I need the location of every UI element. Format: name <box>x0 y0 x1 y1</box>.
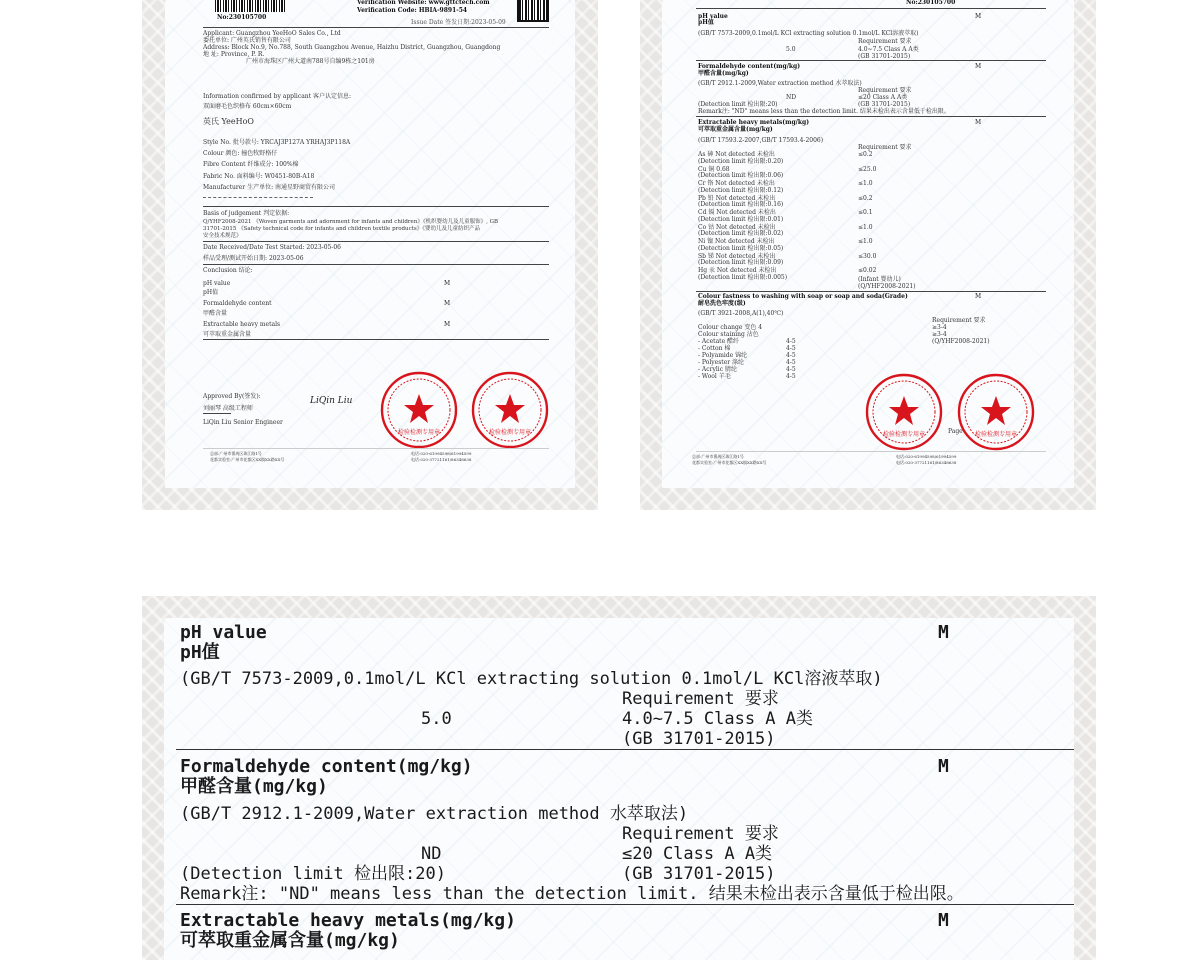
basis-heading: Basis of judgement 判定依据: <box>203 210 290 217</box>
stain-fibre: - Wool 羊毛 <box>698 373 731 380</box>
divider <box>203 197 313 198</box>
metal-name: Hg 汞 Not detected 未检出 <box>698 267 777 274</box>
fibre-content: Fibre Content 纤维成分: 100%棉 <box>203 161 299 168</box>
divider <box>203 339 549 340</box>
metal-name: Cr 铬 Not detected 未检出 <box>698 180 775 187</box>
heavy-metals-title-cn: 可萃取重金属含量(mg/kg) <box>180 930 400 951</box>
metal-requirement: ≤0.2 <box>858 151 873 158</box>
metal-detection-limit: (Detection limit 检出限:0.16) <box>698 201 784 208</box>
stain-grade: 4-5 <box>786 338 796 345</box>
applicant: Applicant: Guangzhou YeeHoO Sales Co., Ltd <box>203 30 341 37</box>
divider <box>203 241 549 242</box>
conclusion-ph-cn: pH值 <box>203 289 219 296</box>
heavy-req-note-1: (Infant 婴幼儿) <box>858 276 901 283</box>
ph-requirement-3: (GB 31701-2015) <box>622 729 776 749</box>
divider <box>176 904 1074 905</box>
formaldehyde-mark: M <box>975 63 982 70</box>
stain-grade: 4-5 <box>786 373 796 380</box>
formaldehyde-result: ND <box>421 844 442 864</box>
ph-result: 5.0 <box>786 46 796 53</box>
ph-title-cn: pH值 <box>180 642 220 663</box>
divider <box>203 264 549 265</box>
metal-requirement: ≤25.0 <box>858 165 877 173</box>
colour-change: Colour change 变色 4 <box>698 324 763 331</box>
ph-mark: M <box>938 622 949 643</box>
footer-phone-2: 电话:020-37721161/86348638 <box>411 457 472 462</box>
metal-detection-limit: (Detection limit 检出限:0.09) <box>698 259 784 266</box>
colour-requirement-1: Requirement 要求 <box>932 317 986 324</box>
ph-requirement-1: Requirement 要求 <box>858 38 912 45</box>
conclusion-form-cn: 甲醛含量 <box>203 310 228 317</box>
formaldehyde-requirement-2: ≤20 Class A A类 <box>622 844 773 864</box>
metal-requirement: ≤1.0 <box>858 238 873 245</box>
page-label: Page <box>948 428 963 435</box>
footer-address-2: 花都实验室:广州市花都区XX镇XX路XX号 <box>210 457 285 462</box>
metal-detection-limit: (Detection limit 检出限:0.20) <box>698 157 784 165</box>
stain-fibre: - Acrylic 腈纶 <box>698 366 737 373</box>
ph-mark: M <box>975 13 982 20</box>
conclusion-heavy-cn: 可萃取重金属含量 <box>203 331 252 338</box>
formaldehyde-title-en: Formaldehyde content(mg/kg) <box>698 63 801 70</box>
colour: Colour 颜色: 撞色牧野格仔 <box>203 150 278 157</box>
formaldehyde-mark: M <box>938 756 949 777</box>
footer-address-2: 花都实验室:广州市花都区XX镇XX路XX号 <box>692 460 767 465</box>
seal-stamp <box>956 372 1036 452</box>
heavy-metals-method: (GB/T 17593.2-2007,GB/T 17593.4-2006) <box>698 137 824 144</box>
conclusion-heavy-en: Extractable heavy metals <box>203 321 281 328</box>
verification-code: Verification Code: HBIA-9891-54 <box>357 7 468 14</box>
footer-phone-1: 电话:020-61994598/61994599 <box>411 451 472 456</box>
divider <box>696 8 1046 9</box>
conclusion-ph-mark: M <box>444 280 451 287</box>
colour-requirement-2: ≥3-4 <box>932 324 947 331</box>
footer-phone-2: 电话:020-37721161/86348638 <box>896 460 957 465</box>
metal-name: As 砷 Not detected 未检出 <box>698 151 775 158</box>
product-name: 双面磨毛色织格布 60cm×60cm <box>203 103 292 110</box>
conclusion-form-mark: M <box>444 300 451 307</box>
divider <box>203 27 549 28</box>
colour-fastness-title-en: Colour fastness to washing with soap or soap and soda(Grade) <box>698 293 908 300</box>
formaldehyde-method: (GB/T 2912.1-2009,Water extraction method 水萃取法) <box>180 804 689 824</box>
heavy-metals-title-en: Extractable heavy metals(mg/kg) <box>180 910 516 931</box>
formaldehyde-requirement-1: Requirement 要求 <box>622 824 779 844</box>
heavy-metals-title-en: Extractable heavy metals(mg/kg) <box>698 119 810 126</box>
seal-text: 检验检测专用章 <box>488 429 532 436</box>
seal-stamp <box>864 372 944 452</box>
metal-detection-limit: (Detection limit 检出限:0.01) <box>698 215 784 223</box>
address: Address: Block No.9, No.788, South Guangzhou Avenue, Haizhu District, Guangzhou, Guangdong <box>203 44 501 51</box>
formaldehyde-requirement-3: (GB 31701-2015) <box>858 101 911 108</box>
seal-text: 检验检测专用章 <box>397 429 441 436</box>
colour-fastness-title-cn: 耐皂洗色牢度(级) <box>698 300 746 307</box>
metal-detection-limit: (Detection limit 检出限:0.12) <box>698 186 784 194</box>
divider <box>696 60 1046 61</box>
ph-requirement-3: (GB 31701-2015) <box>858 53 911 60</box>
report-page-1 <box>142 0 598 510</box>
formaldehyde-method: (GB/T 2912.1-2009,Water extraction method 水萃取法) <box>698 80 862 87</box>
metal-requirement: ≤1.0 <box>858 180 873 187</box>
barcode <box>215 0 285 12</box>
ph-title-en: pH value <box>180 622 267 643</box>
ph-method: (GB/T 7573-2009,0.1mol/L KCl extracting solution 0.1mol/L KCl溶液萃取) <box>698 30 919 37</box>
heavy-metals-requirement: Requirement 要求 <box>858 144 912 151</box>
zoomed-paper <box>164 618 1074 960</box>
formaldehyde-title-cn: 甲醛含量(mg/kg) <box>698 70 749 77</box>
metal-name: Pb 铅 Not detected 未检出 <box>698 194 776 202</box>
metal-requirement: ≤0.1 <box>858 209 873 216</box>
metal-name: Sb 锑 Not detected 未检出 <box>698 252 776 260</box>
heavy-metals-mark: M <box>938 910 949 931</box>
style-number: Style No. 批号款号: YRCAJ3P127A YRHAJ3P118A <box>203 139 351 146</box>
page-2-paper <box>662 0 1074 488</box>
verification-website: Verification Website: www.gttctech.com <box>357 0 490 6</box>
remark: Remark注: "ND" means less than the detection limit. 结果未检出表示含量低于检出限。 <box>698 108 950 115</box>
address-cn-2: 广州市海珠区广州大道南788号自编9栋之101房 <box>246 58 375 65</box>
basis-line-2: 31701-2015 《Safety technical code for infants and children textile products》《婴幼儿及儿童纺织产品 <box>203 226 480 232</box>
ph-requirement-2: 4.0~7.5 Class A A类 <box>858 46 919 53</box>
report-page-2 <box>640 0 1096 510</box>
divider <box>203 206 549 207</box>
formaldehyde-limit: (Detection limit 检出限:20) <box>698 101 778 108</box>
stain-fibre: - Polyamide 锦纶 <box>698 352 748 359</box>
formaldehyde-requirement-1: Requirement 要求 <box>858 87 912 94</box>
ph-method: (GB/T 7573-2009,0.1mol/L KCl extracting solution 0.1mol/L KCl溶液萃取) <box>180 669 883 689</box>
date-received: Date Received/Date Test Started: 2023-05-06 <box>203 244 341 251</box>
conclusion-form-en: Formaldehyde content <box>203 300 272 307</box>
divider <box>696 291 1046 292</box>
colour-requirement-4: (Q/YHF2008-2021) <box>932 338 990 345</box>
metal-name: Cd 镉 Not detected 未检出 <box>698 209 776 216</box>
footer-phone-1: 电话:020-61994598/61994599 <box>896 454 957 459</box>
stain-fibre: - Polyester 涤纶 <box>698 359 745 366</box>
metal-requirement: ≤30.0 <box>858 252 877 260</box>
metal-name: Ni 镍 Not detected 未检出 <box>698 238 775 245</box>
address-cn: 地 址: Province, P. R. <box>203 51 265 58</box>
formaldehyde-requirement-2: ≤20 Class A A类 <box>858 94 908 101</box>
approver-en: LiQin Liu Senior Engineer <box>203 419 283 426</box>
seal-text: 检验检测专用章 <box>882 431 926 438</box>
metal-detection-limit: (Detection limit 检出限:0.06) <box>698 172 784 179</box>
metal-requirement: ≤0.02 <box>858 267 877 274</box>
brand-logo: 英氏 YeeHoO <box>203 117 254 126</box>
metal-requirement: ≤0.2 <box>858 194 873 202</box>
metal-detection-limit: (Detection limit 检出限:0.02) <box>698 230 784 237</box>
basis-line-3: 安全技术规范》 <box>203 233 242 239</box>
basis-line-1: Q/YHF2008-2021 《Woven garments and adornment for infants and children》《机织婴幼儿及儿童服饰》, GB <box>203 219 499 225</box>
colour-staining: Colour staining 沾色 <box>698 331 759 338</box>
heavy-metals-title-cn: 可萃取重金属含量(mg/kg) <box>698 126 773 133</box>
signature: LiQin Liu <box>310 396 353 406</box>
metal-requirement: ≤1.0 <box>858 223 873 231</box>
signature-line <box>203 413 231 414</box>
footer-address-1: 总部:广州市番禺区珠江路1号 <box>692 454 744 459</box>
metal-name: Co 钴 Not detected 未检出 <box>698 223 776 231</box>
metal-detection-limit: (Detection limit 检出限:0.05) <box>698 244 784 252</box>
ph-requirement-1: Requirement 要求 <box>622 689 779 709</box>
stain-grade: 4-5 <box>786 366 796 373</box>
remark: Remark注: "ND" means less than the detection limit. 结果未检出表示含量低于检出限。 <box>180 884 964 904</box>
info-heading: Information confirmed by applicant 客户认定信息: <box>203 93 351 100</box>
issue-date: Issue Date 签发日期:2023-05-09 <box>411 19 506 26</box>
heavy-metals-mark: M <box>975 119 982 126</box>
zoomed-detail <box>142 596 1096 960</box>
conclusion-ph-en: pH value <box>203 280 231 287</box>
heavy-req-note-2: (Q/YHF2008-2021) <box>858 283 916 290</box>
conclusion-heavy-mark: M <box>444 321 451 328</box>
conclusion-heading: Conclusion 结论: <box>203 267 253 274</box>
divider <box>176 749 1074 750</box>
approver-cn: 刘丽琴 高级工程师 <box>203 405 253 412</box>
date-received-cn: 样品受理/测试开始日期: 2023-05-06 <box>203 255 304 262</box>
ph-title-en: pH value <box>698 13 728 20</box>
stain-grade: 4-5 <box>786 359 796 366</box>
report-number: No:230105700 <box>906 0 956 6</box>
seal-text: 检验检测专用章 <box>974 431 1018 438</box>
fabric-number: Fabric No. 面料编号: W0451-80B-A18 <box>203 173 315 180</box>
formaldehyde-result: ND <box>786 94 797 101</box>
formaldehyde-title-cn: 甲醛含量(mg/kg) <box>180 776 328 797</box>
formaldehyde-title-en: Formaldehyde content(mg/kg) <box>180 756 473 777</box>
colour-fastness-mark: M <box>975 293 982 300</box>
ph-requirement-2: 4.0~7.5 Class A A类 <box>622 709 813 729</box>
divider <box>696 116 1046 117</box>
stain-fibre: - Acetate 醋纤 <box>698 338 740 345</box>
report-number: No:230105700 <box>217 14 267 21</box>
colour-requirement-3: ≥3-4 <box>932 331 947 338</box>
qr-code-icon <box>517 0 549 22</box>
stain-grade: 4-5 <box>786 345 796 352</box>
applicant-cn: 委托单位: 广州英氏销售有限公司 <box>203 37 291 44</box>
metal-name: Cu 铜 0.68 <box>698 165 730 173</box>
page-1-paper <box>165 0 575 488</box>
stain-grade: 4-5 <box>786 352 796 359</box>
footer-divider <box>203 448 549 449</box>
manufacturer: Manufacturer 生产单位: 南通星野商贸有限公司 <box>203 184 336 191</box>
seal-stamp <box>379 370 459 450</box>
seal-stamp <box>470 370 550 450</box>
ph-title-cn: pH值 <box>698 19 714 26</box>
formaldehyde-requirement-3: (GB 31701-2015) <box>622 864 776 884</box>
metal-detection-limit: (Detection limit 检出限:0.005) <box>698 273 788 281</box>
stain-fibre: - Cotton 棉 <box>698 345 731 352</box>
approved-by: Approved By(签发): <box>203 393 261 400</box>
footer-divider <box>696 451 1046 452</box>
footer-address-1: 总部:广州市番禺区珠江路1号 <box>210 451 262 456</box>
ph-result: 5.0 <box>421 709 452 729</box>
colour-method: (GB/T 3921-2008,A(1),40℃) <box>698 310 784 317</box>
formaldehyde-limit: (Detection limit 检出限:20) <box>180 864 446 884</box>
